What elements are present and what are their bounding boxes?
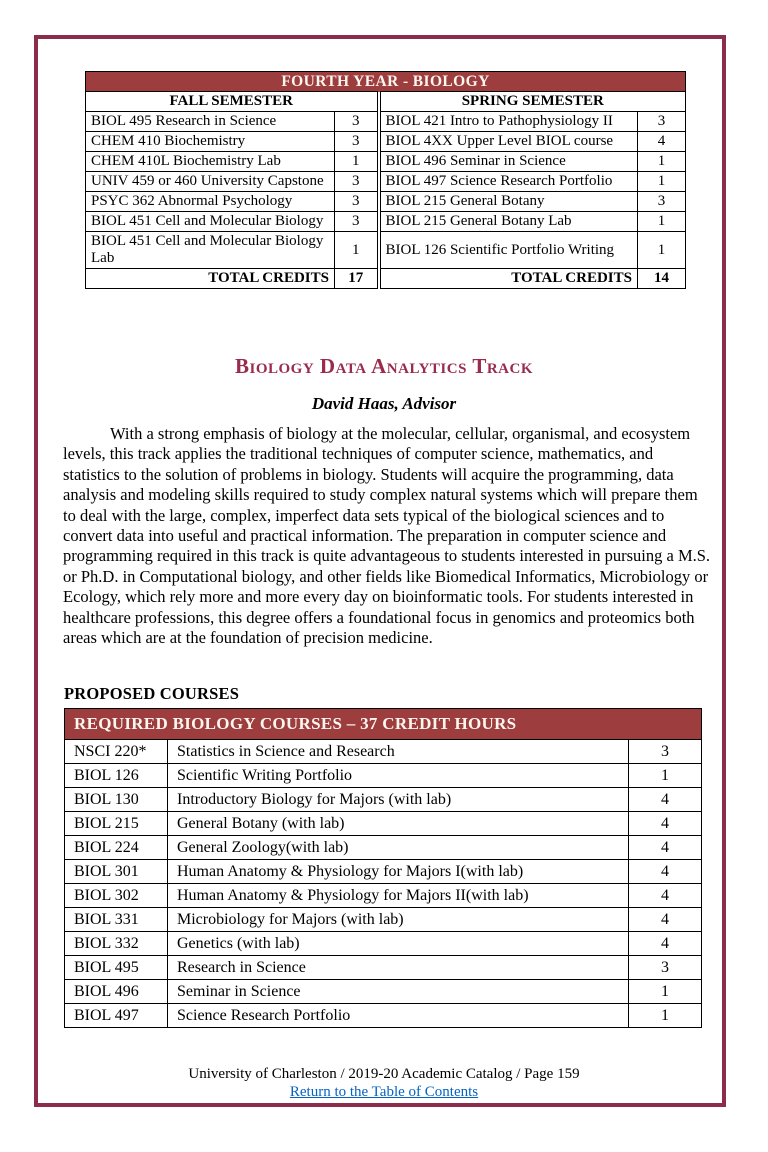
track-heading: Biology Data Analytics Track [235, 354, 533, 378]
course-row [65, 836, 702, 860]
spring-course-cell: BIOL 421 Intro to Pathophysiology II [379, 112, 638, 132]
course-row [65, 1004, 702, 1028]
course-credits-cell: 3 [629, 956, 702, 980]
fall-credits-cell: 3 [335, 172, 379, 192]
spring-credits-cell: 3 [638, 192, 686, 212]
course-credits-cell: 4 [629, 932, 702, 956]
fall-credits-cell: 3 [335, 192, 379, 212]
course-title-cell: Statistics in Science and Research [168, 740, 629, 764]
track-description: With a strong emphasis of biology at the molecular, cellular, organismal, and ecosystem levels, this track applies the traditional techniques of computer science, mathematics, and statistics to the solution of problems in biology. Students will acquire the programming, data analysis and modeling skills required to study complex natural systems which will prepare them to deal with the large, complex, imperfect data sets typical of the biological sciences and to convert data into useful and practical information. The preparation in computer science and programming required in this track is quite advantageous to students interested in pursuing a M.S. or Ph.D. in Computational biology, and other fields like Biomedical Informatics, Microbiology or Ecology, which rely more and more every day on bioinformatic tools. For students interested in healthcare professions, this degree offers a foundational focus in genomics and proteomics both areas which are at the foundation of precision medicine. [63, 424, 711, 648]
course-title-cell: Genetics (with lab) [168, 932, 629, 956]
spring-course-cell: BIOL 215 General Botany [379, 192, 638, 212]
required-courses-header-row [65, 709, 702, 740]
schedule-row [86, 192, 686, 212]
schedule-row [86, 172, 686, 192]
spring-course-cell: BIOL 496 Seminar in Science [379, 152, 638, 172]
course-row [65, 764, 702, 788]
schedule-row [86, 112, 686, 132]
schedule-row [86, 132, 686, 152]
course-title-cell: Human Anatomy & Physiology for Majors II(with lab) [168, 884, 629, 908]
fourth-year-title: FOURTH YEAR - BIOLOGY [86, 72, 686, 92]
schedule-row [86, 152, 686, 172]
return-to-toc-link[interactable]: Return to the Table of Contents [289, 1084, 479, 1100]
advisor-line: David Haas, Advisor [311, 394, 457, 413]
course-title-cell: Introductory Biology for Majors (with lab) [168, 788, 629, 812]
course-credits-cell: 1 [629, 764, 702, 788]
spring-total-value: 14 [638, 269, 686, 289]
course-row [65, 932, 702, 956]
course-row [65, 908, 702, 932]
fall-credits-cell: 1 [335, 152, 379, 172]
course-code-cell: BIOL 302 [65, 884, 168, 908]
course-title-cell: General Zoology(with lab) [168, 836, 629, 860]
course-credits-cell: 4 [629, 836, 702, 860]
course-title-cell: Research in Science [168, 956, 629, 980]
course-row [65, 860, 702, 884]
spring-credits-cell: 1 [638, 172, 686, 192]
course-title-cell: Seminar in Science [168, 980, 629, 1004]
spring-credits-cell: 3 [638, 112, 686, 132]
course-code-cell: BIOL 331 [65, 908, 168, 932]
fall-semester-header: FALL SEMESTER [86, 92, 379, 112]
fall-course-cell: PSYC 362 Abnormal Psychology [86, 192, 335, 212]
spring-semester-header: SPRING SEMESTER [379, 92, 686, 112]
course-credits-cell: 1 [629, 1004, 702, 1028]
course-code-cell: BIOL 497 [65, 1004, 168, 1028]
schedule-row [86, 212, 686, 232]
fall-course-cell: BIOL 451 Cell and Molecular Biology [86, 212, 335, 232]
course-code-cell: BIOL 215 [65, 812, 168, 836]
course-code-cell: NSCI 220* [65, 740, 168, 764]
footer-line: University of Charleston / 2019-20 Academic Catalog / Page 159 [188, 1066, 580, 1082]
course-credits-cell: 4 [629, 860, 702, 884]
course-code-cell: BIOL 495 [65, 956, 168, 980]
course-code-cell: BIOL 224 [65, 836, 168, 860]
fall-course-cell: UNIV 459 or 460 University Capstone [86, 172, 335, 192]
total-credits-row [86, 269, 686, 289]
fall-course-cell: BIOL 495 Research in Science [86, 112, 335, 132]
course-row [65, 884, 702, 908]
schedule-row [86, 232, 686, 269]
course-credits-cell: 4 [629, 788, 702, 812]
spring-total-label: TOTAL CREDITS [379, 269, 638, 289]
course-code-cell: BIOL 332 [65, 932, 168, 956]
fourth-year-schedule-table [85, 71, 686, 289]
fall-credits-cell: 3 [335, 132, 379, 152]
fall-course-cell: CHEM 410L Biochemistry Lab [86, 152, 335, 172]
course-credits-cell: 3 [629, 740, 702, 764]
course-title-cell: Human Anatomy & Physiology for Majors I(with lab) [168, 860, 629, 884]
course-code-cell: BIOL 126 [65, 764, 168, 788]
semester-header-row [86, 92, 686, 112]
course-title-cell: Microbiology for Majors (with lab) [168, 908, 629, 932]
course-title-cell: Scientific Writing Portfolio [168, 764, 629, 788]
course-credits-cell: 4 [629, 812, 702, 836]
course-code-cell: BIOL 301 [65, 860, 168, 884]
fall-total-value: 17 [335, 269, 379, 289]
spring-course-cell: BIOL 126 Scientific Portfolio Writing [379, 232, 638, 269]
spring-credits-cell: 1 [638, 232, 686, 269]
spring-course-cell: BIOL 497 Science Research Portfolio [379, 172, 638, 192]
course-title-cell: General Botany (with lab) [168, 812, 629, 836]
table-title-row [86, 72, 686, 92]
required-courses-header: REQUIRED BIOLOGY COURSES – 37 CREDIT HOURS [65, 709, 702, 740]
fall-credits-cell: 1 [335, 232, 379, 269]
course-code-cell: BIOL 130 [65, 788, 168, 812]
spring-course-cell: BIOL 215 General Botany Lab [379, 212, 638, 232]
spring-credits-cell: 1 [638, 212, 686, 232]
course-row [65, 788, 702, 812]
proposed-courses-label: PROPOSED COURSES [64, 684, 240, 703]
course-row [65, 956, 702, 980]
fall-total-label: TOTAL CREDITS [86, 269, 335, 289]
spring-course-cell: BIOL 4XX Upper Level BIOL course [379, 132, 638, 152]
course-title-cell: Science Research Portfolio [168, 1004, 629, 1028]
required-courses-table [64, 708, 702, 1028]
course-credits-cell: 4 [629, 884, 702, 908]
course-credits-cell: 4 [629, 908, 702, 932]
course-row [65, 980, 702, 1004]
fall-credits-cell: 3 [335, 112, 379, 132]
fall-course-cell: CHEM 410 Biochemistry [86, 132, 335, 152]
course-code-cell: BIOL 496 [65, 980, 168, 1004]
spring-credits-cell: 1 [638, 152, 686, 172]
spring-credits-cell: 4 [638, 132, 686, 152]
fall-credits-cell: 3 [335, 212, 379, 232]
course-row [65, 812, 702, 836]
course-row [65, 740, 702, 764]
fall-course-cell: BIOL 451 Cell and Molecular Biology Lab [86, 232, 335, 269]
course-credits-cell: 1 [629, 980, 702, 1004]
